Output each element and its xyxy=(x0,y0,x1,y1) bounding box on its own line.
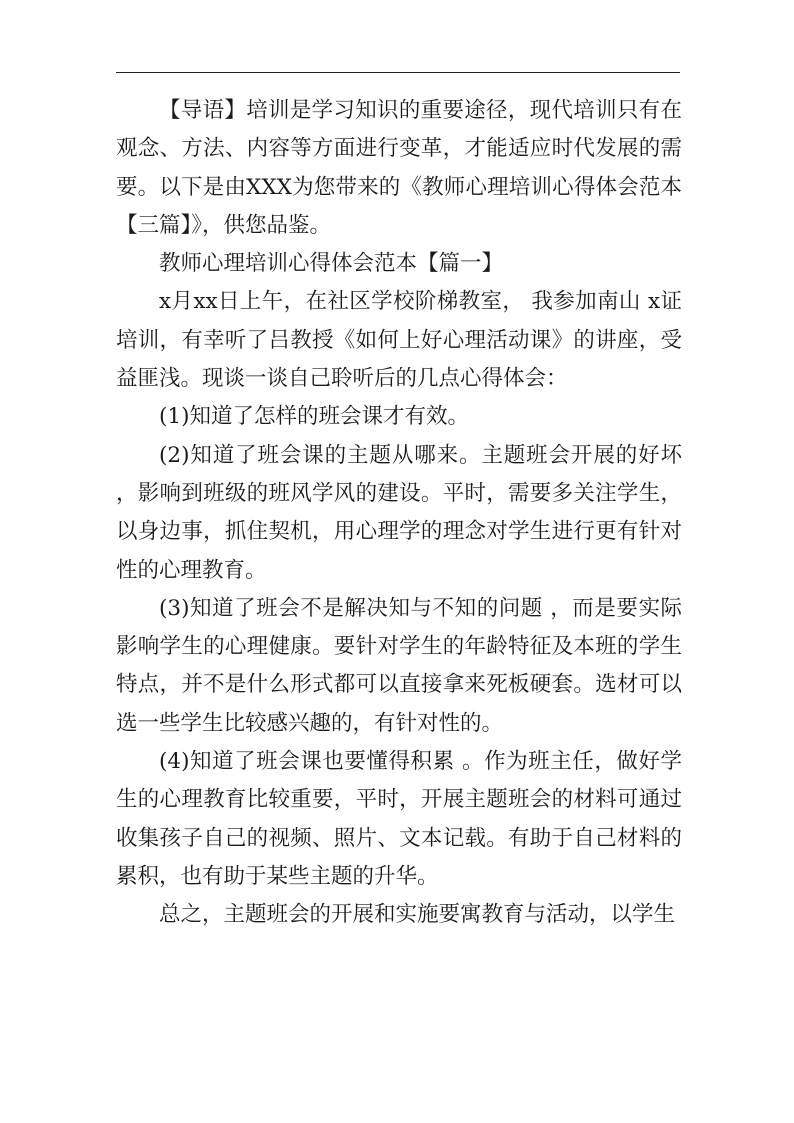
list-item: (4)知道了班会课也要懂得积累 。作为班主任，做好学生的心理教育比较重要，平时，开展主题班会的材料可通过收集孩子自己的视频、照片、文本记载。有助于自己材料的累积，也有助于某些主题的升华。 xyxy=(116,749,682,889)
intro-paragraph: 【导语】培训是学习知识的重要途径，现代培训只有在观念、方法、内容等方面进行变革，才能适应时代发展的需要。以下是由XXX为您带来的《教师心理培训心得体会范本【三篇】》，供您品鉴。 xyxy=(116,98,682,238)
list-item: (3)知道了班会不是解决知与不知的问题 ，而是要实际影响学生的心理健康。要针对学生的年龄特征及本班的学生特点，并不是什么形式都可以直接拿来死板硬套。选材可以选一些学生比较感兴趣的，有针对性的。 xyxy=(116,595,682,736)
list-item: (1)知道了怎样的班会课才有效。 xyxy=(159,404,469,430)
section-heading: 教师心理培训心得体会范本【篇一】 xyxy=(159,251,504,277)
body-paragraph: 总之，主题班会的开展和实施要寓教育与活动，以学生 xyxy=(159,902,676,928)
body-paragraph: x月xx日上午，在社区学校阶梯教室， 我参加南山 x证培训，有幸听了吕教授《如何上好心理活动课》的讲座，受益匪浅。现谈一谈自己聆听后的几点心得体会： xyxy=(116,289,682,392)
list-item: (2)知道了班会课的主题从哪来。主题班会开展的好坏 ，影响到班级的班风学风的建设。平时，需要多关注学生，以身边事，抓住契机，用心理学的理念对学生进行更有针对性的心理教育。 xyxy=(116,442,682,583)
header-rule xyxy=(116,72,680,73)
document-body xyxy=(116,92,682,935)
